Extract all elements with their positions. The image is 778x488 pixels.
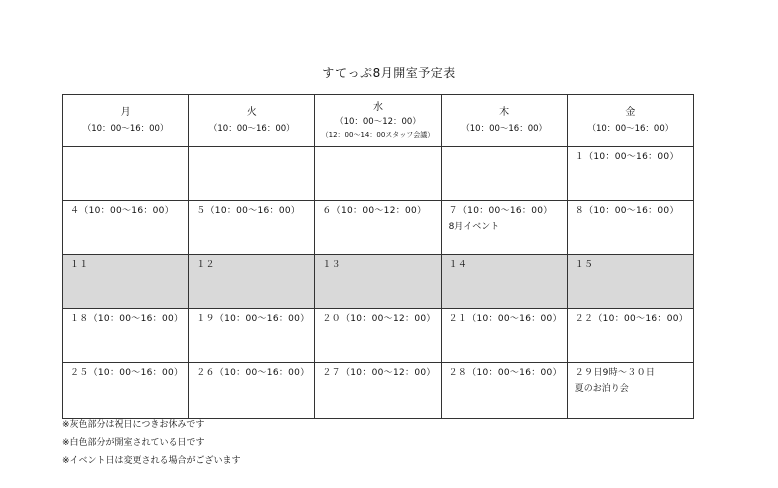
day-cell [315,147,441,201]
week-row [63,147,694,201]
day-text: ５（10：00〜16：00） [196,206,301,216]
week-row [63,201,694,255]
event-note: 8月イベント [448,222,500,232]
day-text: １１ [70,260,89,270]
day-name: 金 [625,106,636,118]
footnote: ※白色部分が開室されている日です [62,438,205,448]
day-text: ２９日9時〜３０日 [574,368,656,378]
day-text: ７（10：00〜16：00） [448,206,553,216]
holiday-cell [441,255,567,309]
week-row [63,363,694,419]
schedule-title: すてっぷ8月開室予定表 [322,66,456,80]
day-text: １（10：00〜16：00） [574,152,679,162]
day-text: ２０（10：00〜12：00） [322,314,436,324]
event-note: 夏のお泊り会 [574,384,629,394]
day-text [442,147,567,151]
day-name: 火 [246,106,257,118]
week-row [63,309,694,363]
schedule-table [62,94,694,419]
day-text: ４（10：00〜16：00） [70,206,175,216]
day-cell [441,363,567,419]
day-text: ２６（10：00〜16：00） [196,368,310,378]
footnotes [62,416,241,470]
day-cell [315,309,441,363]
day-cell [189,201,315,255]
day-text: １３ [322,260,341,270]
day-cell [63,363,189,419]
header-tuesday [189,95,315,147]
day-cell [441,201,567,255]
day-text: １８（10：00〜16：00） [70,314,184,324]
day-cell [189,147,315,201]
day-text: １４ [448,260,468,270]
day-text: ６（10：00〜12：00） [322,206,427,216]
day-text: ２７（10：00〜12：00） [322,368,436,378]
day-hours: （10：00〜16：00） [587,123,674,134]
day-note: （12：00〜14：00スタッフ会議） [321,130,435,139]
header-wednesday [315,95,441,147]
footnote: ※灰色部分は祝日につきお休みです [62,420,205,430]
header-monday [63,95,189,147]
day-cell [63,201,189,255]
day-hours: （10：00〜12：00） [335,116,421,127]
day-text: １２ [196,260,215,270]
header-thursday [441,95,567,147]
day-text [189,147,314,151]
day-name: 木 [499,106,510,118]
day-text: ２８（10：00〜16：00） [448,368,562,378]
day-hours: （10：00〜16：00） [208,123,295,134]
day-text: １５ [574,260,594,270]
day-cell [315,363,441,419]
day-hours: （10：00〜16：00） [461,123,548,134]
day-cell [567,309,693,363]
day-name: 水 [372,101,383,113]
day-cell [63,309,189,363]
header-friday [567,95,693,147]
day-cell [567,147,693,201]
day-text [315,147,440,151]
day-cell [63,147,189,201]
day-text: ２１（10：00〜16：00） [448,314,562,324]
day-text [63,147,188,151]
day-name: 月 [120,106,131,118]
day-cell [189,363,315,419]
footnote: ※イベント日は変更される場合がございます [62,456,241,466]
holiday-cell [63,255,189,309]
day-text: ２５（10：00〜16：00） [70,368,184,378]
day-cell [315,201,441,255]
day-cell [441,309,567,363]
day-text: ２２（10：00〜16：00） [574,314,689,324]
day-text: ８（10：00〜16：00） [574,206,679,216]
weekday-header-row [63,95,694,147]
day-hours: （10：00〜16：00） [82,123,169,134]
day-cell [567,363,693,419]
day-cell [441,147,567,201]
week-row-holiday [63,255,694,309]
holiday-cell [567,255,693,309]
holiday-cell [189,255,315,309]
day-text: １９（10：00〜16：00） [196,314,310,324]
day-cell [189,309,315,363]
holiday-cell [315,255,441,309]
day-cell [567,201,693,255]
